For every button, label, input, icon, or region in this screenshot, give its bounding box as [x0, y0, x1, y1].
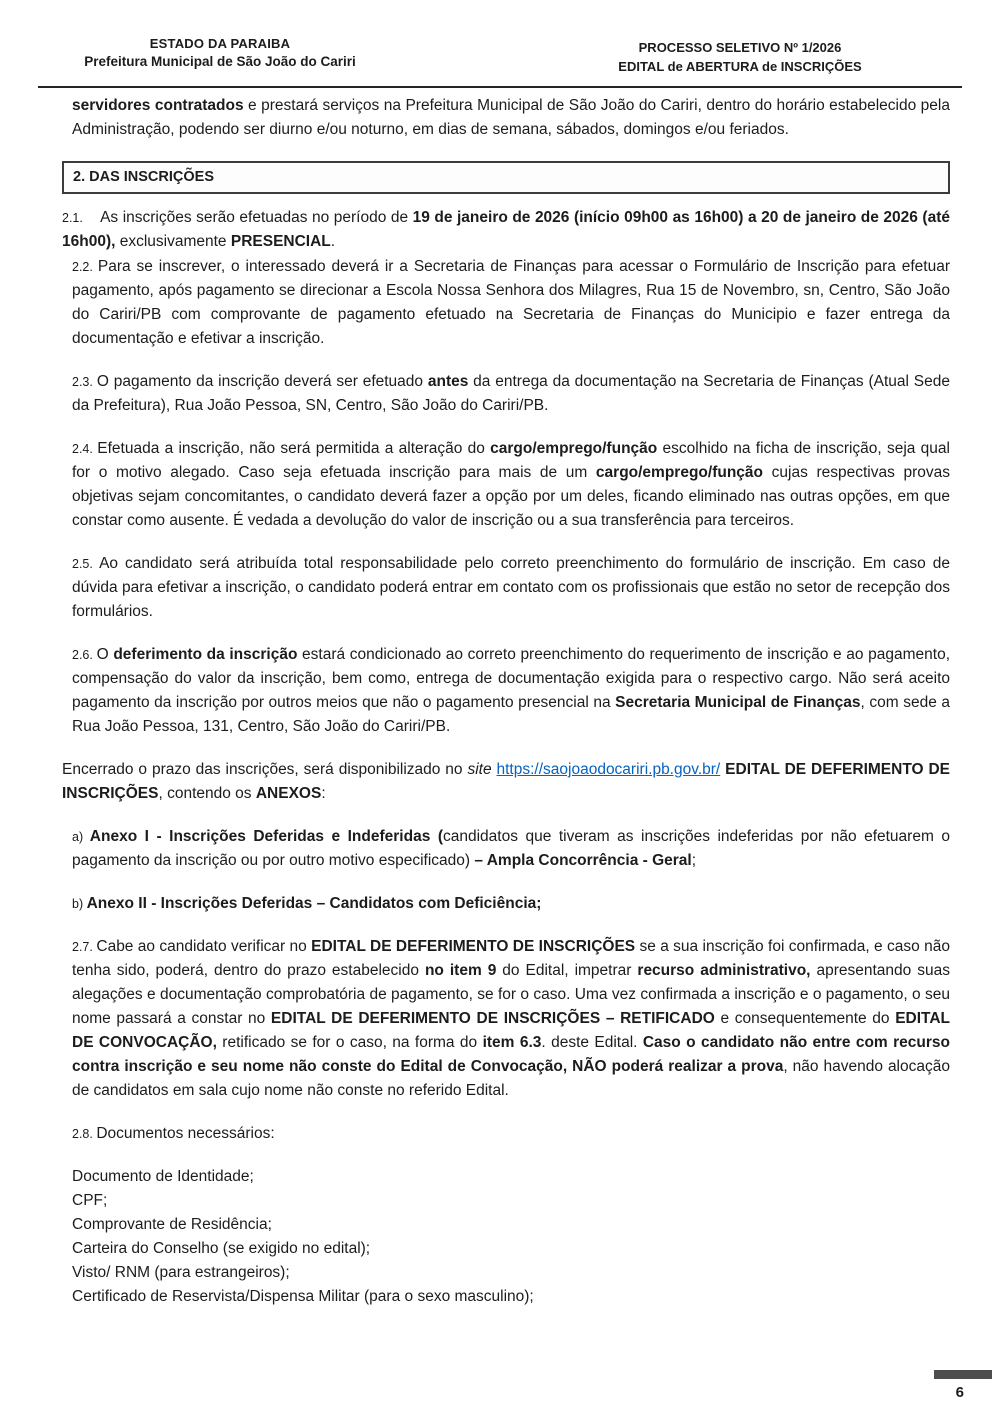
text-run: a)	[72, 830, 90, 844]
text-run: Anexo II - Inscrições Deferidas – Candidatos com Deficiência;	[86, 895, 542, 912]
paragraph-anexo-b	[62, 892, 950, 916]
paragraph-2-4	[62, 437, 950, 533]
page-footer	[912, 1370, 992, 1401]
text-run: antes	[427, 373, 469, 390]
doc-list-item-reservista	[62, 1285, 950, 1309]
text-run: ;	[691, 852, 697, 869]
text-run: item 6.3	[482, 1034, 542, 1051]
header-divider	[38, 86, 962, 88]
doc-list-item-residencia	[62, 1213, 950, 1237]
text-run: Carteira do Conselho (se exigido no edital);	[72, 1240, 371, 1257]
paragraph-2-3	[62, 370, 950, 418]
text-run: da entrega da documentação na Secretaria de Finanças (Atual Sede da Prefeitura), Rua João Pessoa, SN, Centro, São João do Cariri/PB.	[72, 373, 950, 414]
text-run: Documentos necessários:	[96, 1125, 275, 1142]
text-run: O pagamento da inscrição deverá ser efetuado	[96, 373, 428, 390]
doc-list-item-conselho	[62, 1237, 950, 1261]
text-run: candidatos que tiveram as inscrições indeferidas por não efetuarem o pagamento da inscrição ou por outro motivo especificado)	[72, 828, 950, 869]
text-run: e consequentemente do	[714, 1010, 896, 1027]
text-run: site	[467, 761, 492, 778]
text-run: As inscrições serão efetuadas no período de	[82, 209, 413, 226]
text-run: 2.1.	[62, 211, 83, 225]
text-run: no item 9	[424, 962, 497, 979]
text-run: 2.5.	[72, 557, 100, 571]
header-issuer	[60, 36, 380, 69]
paragraph-2-2	[62, 255, 950, 351]
text-run: Certificado de Reservista/Dispensa Militar (para o sexo masculino);	[72, 1288, 534, 1305]
text-run: Efetuada a inscrição, não será permitida a alteração do	[97, 440, 491, 457]
text-run: Para se inscrever, o interessado deverá ir a Secretaria de Finanças para acessar o Formulário de Inscrição para efetuar pagamento, após pagamento se direcionar a Escola Nossa Senhora dos Milagres, Rua 15 de Novembro, sn, Centro, São João do Cariri/PB com comprovante de pagamento efetuado na Secretaria de Finanças do Municipio e fazer entrega da documentação e efetivar a inscrição.	[72, 258, 950, 347]
text-run: EDITAL DE DEFERIMENTO DE INSCRIÇÕES – RETIFICADO	[270, 1010, 715, 1027]
text-run: , com sede a Rua João Pessoa, 131, Centro, São João do Cariri/PB.	[72, 694, 950, 735]
text-run: EDITAL DE CONVOCAÇÃO,	[72, 1010, 951, 1051]
paragraph-2-6	[62, 643, 950, 739]
doc-list-item-cpf	[62, 1189, 950, 1213]
text-run: CPF;	[72, 1192, 108, 1209]
paragraph-anexo-a	[62, 825, 950, 873]
text-run: Visto/ RNM (para estrangeiros);	[72, 1264, 290, 1281]
text-run: b)	[72, 897, 87, 911]
text-run: Comprovante de Residência;	[72, 1216, 272, 1233]
text-run: recurso administrativo,	[637, 962, 811, 979]
text-run: :	[321, 785, 326, 802]
issuer-municipality: Prefeitura Municipal de São João do Cariri	[84, 54, 356, 69]
text-run: retificado se for o caso, na forma do	[216, 1034, 483, 1051]
text-run: Cabe ao candidato verificar no	[96, 938, 312, 955]
paragraph-2-8	[62, 1122, 950, 1146]
section-heading: 2. DAS INSCRIÇÕES	[62, 161, 950, 194]
issuer-state: ESTADO DA PARAIBA	[149, 36, 291, 51]
paragraph-2-1	[62, 206, 950, 254]
paragraph-2-5	[62, 552, 950, 624]
text-run: Anexo I - Inscrições Deferidas e Indeferidas (	[89, 828, 443, 845]
paragraph-intro	[62, 94, 950, 142]
text-run: 2.7.	[72, 940, 97, 954]
header-process	[575, 40, 905, 74]
text-run: e prestará serviços na Prefeitura Municipal de São João do Cariri, dentro do horário estabelecido pela Administração, podendo ser diurno e/ou noturno, em dias de semana, sábados, domingos e/ou feriados.	[72, 97, 950, 138]
text-run: 2.2.	[72, 260, 98, 274]
text-run: .	[330, 233, 336, 250]
text-run: PRESENCIAL	[230, 233, 331, 250]
text-run: Encerrado o prazo das inscrições, será disponibilizado no	[62, 761, 468, 778]
text-run: cujas respectivas provas objetivas sejam concomitantes, o candidato deverá fazer a opção por um deles, ficando eliminado nas outras opções, em que constar como ausente. É vedada a devolução do valor de inscrição ou a sua transferência para terceiros.	[72, 464, 950, 529]
text-run: ANEXOS	[255, 785, 322, 802]
text-run: deferimento da inscrição	[113, 646, 298, 663]
text-run: 2.3.	[72, 375, 97, 389]
paragraph-2-7	[62, 935, 950, 1103]
text-run: , contendo os	[158, 785, 256, 802]
doc-list-item-identidade	[62, 1165, 950, 1189]
text-run: O	[96, 646, 114, 663]
footer-bar	[934, 1370, 992, 1379]
text-run: 19 de janeiro de 2026 (início 09h00 as 16h00) a 20 de janeiro de 2026 (até 16h00),	[62, 209, 950, 250]
text-run: escolhido na ficha de inscrição, seja qual for o motivo alegado. Caso seja efetuada inscrição para mais de um	[72, 440, 950, 481]
text-run: cargo/emprego/função	[490, 440, 658, 457]
text-run: Documento de Identidade;	[72, 1168, 254, 1185]
text-run: Caso o candidato não entre com recurso contra inscrição e seu nome não conste do Edital de Convocação, NÃO poderá realizar a prova	[72, 1034, 950, 1075]
text-run: exclusivamente	[115, 233, 231, 250]
text-run: do Edital, impetrar	[496, 962, 638, 979]
doc-list-item-visto-rnm	[62, 1261, 950, 1285]
text-run: , não havendo alocação de candidatos em sala cujo nome não conste no referido Edital.	[72, 1058, 950, 1099]
text-run: 2.6.	[72, 648, 97, 662]
text-run: cargo/emprego/função	[595, 464, 764, 481]
text-run: Ao candidato será atribuída total responsabilidade pelo correto preenchimento do formulário de inscrição. Em caso de dúvida para efetivar a inscrição, o candidato poderá entrar em contato com os profissionais que estão no setor de recepção dos formulários.	[72, 555, 950, 620]
text-run: servidores contratados	[72, 97, 244, 114]
process-title: PROCESSO SELETIVO Nº 1/2026	[638, 40, 842, 55]
document-body	[62, 94, 950, 1309]
text-run: . deste Edital.	[541, 1034, 643, 1051]
text-run: 2.4.	[72, 442, 98, 456]
text-run: EDITAL DE DEFERIMENTO DE INSCRIÇÕES	[62, 761, 951, 802]
text-run: Secretaria Municipal de Finanças	[615, 694, 861, 711]
text-run: – Ampla Concorrência - Geral	[474, 852, 692, 869]
edital-title: EDITAL de ABERTURA de INSCRIÇÕES	[618, 59, 862, 74]
text-run: estará condicionado ao correto preenchimento do requerimento de inscrição e ao pagamento, compensação do valor da inscrição, bem como, entrega de documentação exigida para o respectivo cargo. Não será aceito pagamento da inscrição por outros meios que não o pagamento presencial na	[72, 646, 950, 711]
text-run: EDITAL DE DEFERIMENTO DE INSCRIÇÕES	[311, 938, 636, 955]
text-run: 2.8.	[72, 1127, 97, 1141]
paragraph-encerrado-prazo	[62, 758, 950, 806]
page-number: 6	[955, 1384, 964, 1401]
edital-site-link[interactable]: https://saojoaodocariri.pb.gov.br/	[496, 761, 721, 778]
text-run: apresentando suas alegações e documentação comprobatória de pagamento, se for o caso. Uma vez confirmada a inscrição e o pagamento, o seu nome passará a constar no	[72, 962, 950, 1027]
text-run: se a sua inscrição foi confirmada, e caso não tenha sido, poderá, dentro do prazo estabelecido	[72, 938, 950, 979]
